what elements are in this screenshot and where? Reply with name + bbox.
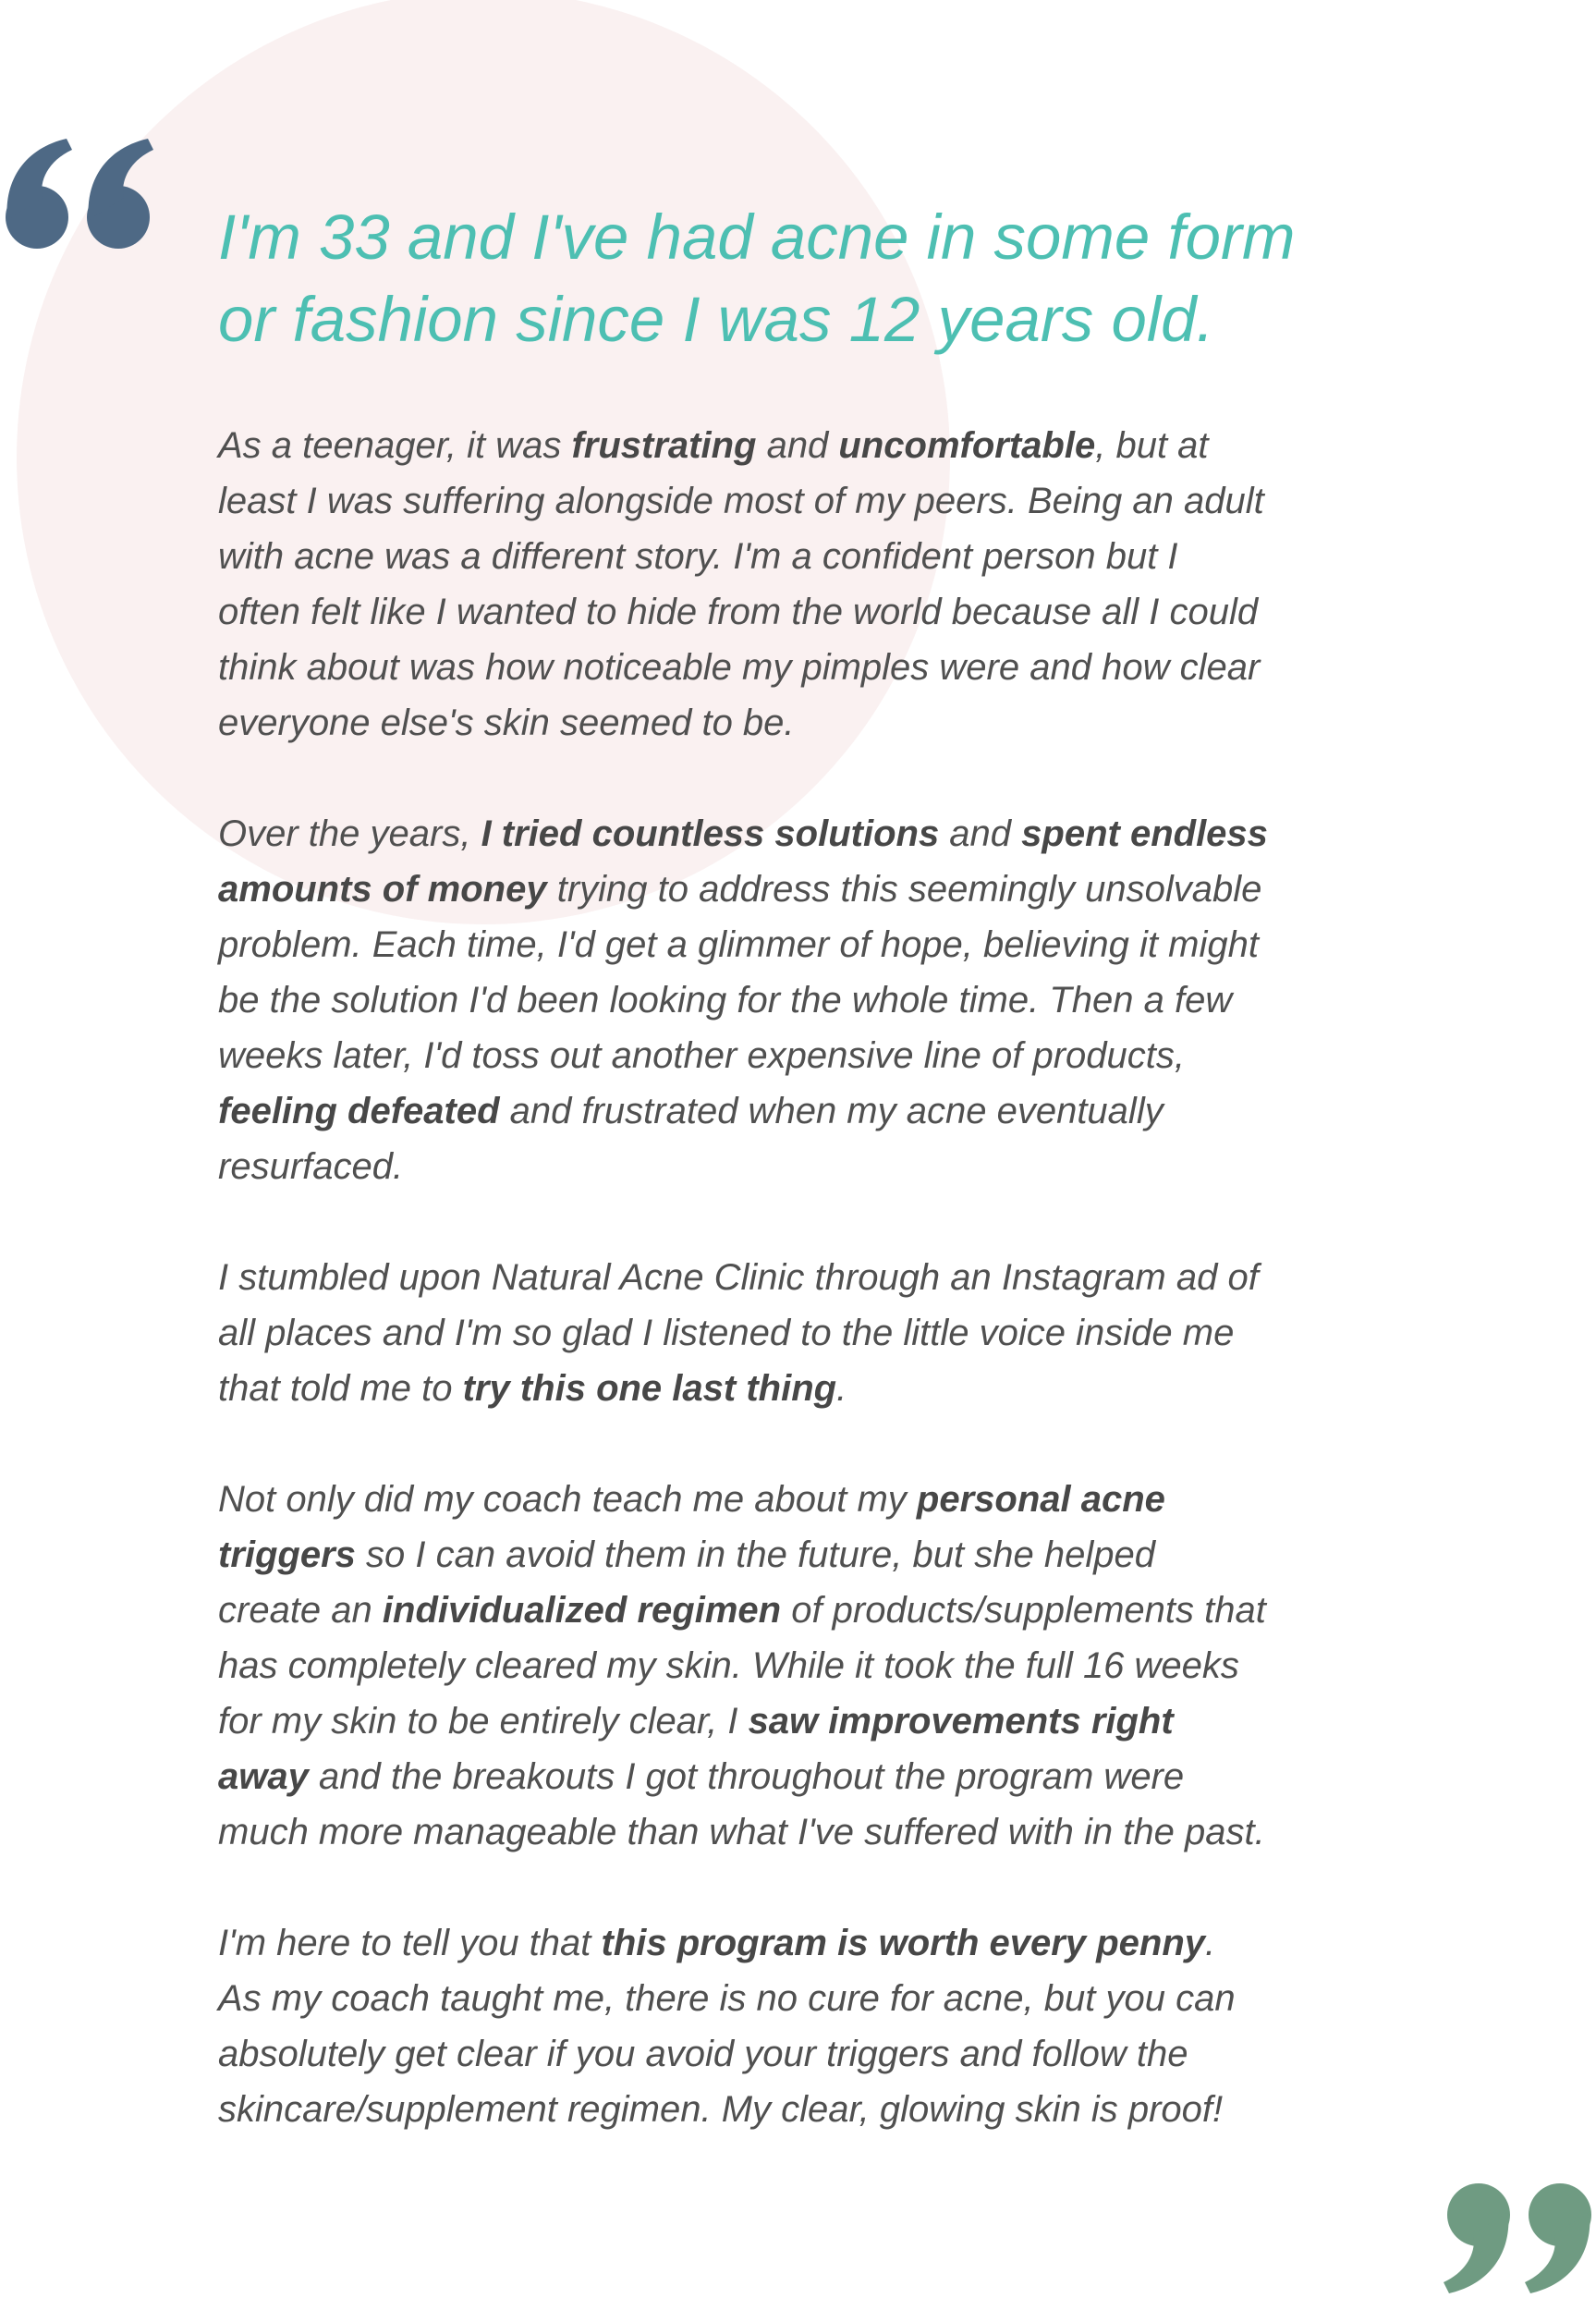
body-text-segment: and frustrated when my acne eventually	[499, 1091, 1163, 1131]
body-text-segment: and	[756, 425, 839, 466]
close-quote-icon	[1440, 2180, 1596, 2295]
testimonial-body	[218, 418, 1512, 2137]
testimonial-paragraph	[218, 806, 1512, 1194]
body-text-segment: Not only did my coach teach me about my	[218, 1479, 917, 1520]
emphasis-text: frustrating	[571, 425, 757, 466]
headline-line-2: or fashion since I was 12 years old.	[218, 284, 1214, 355]
emphasis-text: personal acne	[916, 1479, 1165, 1520]
body-text-segment: create an	[218, 1590, 383, 1631]
body-text-segment: often felt like I wanted to hide from the world because all I could	[218, 592, 1259, 632]
close-quote-glyph-right	[1444, 2183, 1510, 2293]
emphasis-text: saw improvements right	[748, 1701, 1174, 1742]
headline	[218, 196, 1512, 361]
testimonial-content	[218, 196, 1512, 2137]
body-text-segment: As my coach taught me, there is no cure for acne, but you can	[218, 1978, 1236, 2019]
body-text-segment: least I was suffering alongside most of my peers. Being an adult	[218, 481, 1264, 521]
body-text-segment: so I can avoid them in the future, but she helped	[355, 1534, 1155, 1575]
body-text-segment: As a teenager, it was	[218, 425, 572, 466]
emphasis-text: try this one last thing	[462, 1368, 837, 1409]
emphasis-text: spent endless	[1021, 813, 1268, 854]
open-quote-glyph-right	[87, 139, 153, 249]
body-text-segment: , but at	[1095, 425, 1209, 466]
body-text-segment: I stumbled upon Natural Acne Clinic through an Instagram ad of	[218, 1257, 1259, 1298]
body-text-segment: and	[939, 813, 1022, 854]
emphasis-text: feeling defeated	[218, 1091, 500, 1131]
testimonial-paragraph	[218, 418, 1512, 751]
body-text-segment: .	[836, 1368, 847, 1409]
emphasis-text: amounts of money	[218, 869, 547, 910]
body-text-segment: everyone else's skin seemed to be.	[218, 703, 795, 743]
body-text-segment: problem. Each time, I'd get a glimmer of hope, believing it might	[218, 924, 1259, 965]
body-text-segment: all places and I'm so glad I listened to the little voice inside me	[218, 1313, 1235, 1353]
testimonial-paragraph	[218, 1472, 1512, 1860]
body-text-segment: resurfaced.	[218, 1146, 404, 1187]
emphasis-text: away	[218, 1756, 309, 1797]
emphasis-text: I tried countless solutions	[481, 813, 940, 854]
body-text-segment: that told me to	[218, 1368, 463, 1409]
close-quote-glyph-left	[1525, 2183, 1591, 2293]
body-text-segment: .	[1205, 1923, 1216, 1963]
emphasis-text: uncomfortable	[838, 425, 1096, 466]
body-text-segment: Over the years,	[218, 813, 481, 854]
testimonial-paragraph	[218, 1915, 1512, 2137]
body-text-segment: I'm here to tell you that	[218, 1923, 602, 1963]
body-text-segment: with acne was a different story. I'm a confident person but I	[218, 536, 1178, 577]
body-text-segment: skincare/supplement regimen. My clear, glowing skin is proof!	[218, 2089, 1224, 2130]
emphasis-text: triggers	[218, 1534, 356, 1575]
body-text-segment: much more manageable than what I've suffered with in the past.	[218, 1812, 1265, 1852]
open-quote-glyph-left	[6, 139, 72, 249]
body-text-segment: for my skin to be entirely clear, I	[218, 1701, 749, 1742]
body-text-segment: absolutely get clear if you avoid your triggers and follow the	[218, 2034, 1188, 2074]
testimonial-paragraph	[218, 1250, 1512, 1416]
open-quote-icon	[0, 137, 157, 252]
body-text-segment: trying to address this seemingly unsolvable	[546, 869, 1262, 910]
emphasis-text: this program is worth every penny	[601, 1923, 1206, 1963]
body-text-segment: weeks later, I'd toss out another expensive line of products,	[218, 1035, 1186, 1076]
body-text-segment: of products/supplements that	[781, 1590, 1266, 1631]
body-text-segment: think about was how noticeable my pimples were and how clear	[218, 647, 1261, 688]
body-text-segment: be the solution I'd been looking for the whole time. Then a few	[218, 980, 1233, 1021]
emphasis-text: individualized regimen	[382, 1590, 782, 1631]
body-text-segment: has completely cleared my skin. While it took the full 16 weeks	[218, 1645, 1239, 1686]
body-text-segment: and the breakouts I got throughout the program were	[308, 1756, 1185, 1797]
headline-line-1: I'm 33 and I've had acne in some form	[218, 202, 1296, 273]
